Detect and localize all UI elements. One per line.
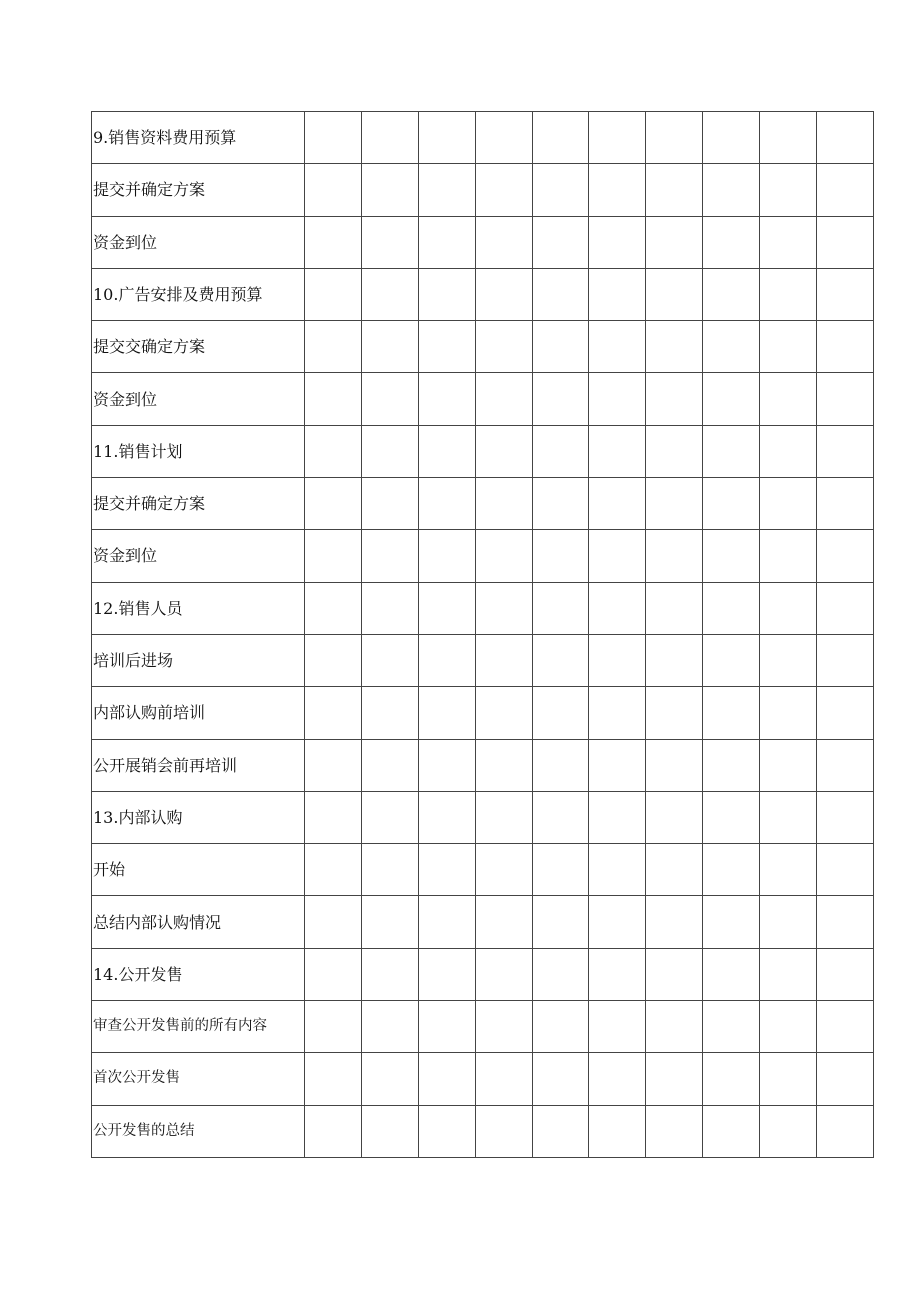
- task-label-cell: 资金到位: [92, 530, 305, 582]
- table-row: [92, 948, 874, 1000]
- table-row: [92, 112, 874, 164]
- task-label-cell: 13.内部认购: [92, 791, 305, 843]
- schedule-cell: [760, 268, 817, 320]
- table-row: [92, 844, 874, 896]
- schedule-cell: [475, 582, 532, 634]
- schedule-cell: [817, 478, 874, 530]
- schedule-cell: [305, 164, 362, 216]
- schedule-cell: [817, 634, 874, 686]
- schedule-cell: [817, 530, 874, 582]
- schedule-cell: [532, 530, 589, 582]
- task-label-cell: 14.公开发售: [92, 948, 305, 1000]
- table-row: [92, 739, 874, 791]
- schedule-cell: [475, 1105, 532, 1157]
- schedule-cell: [589, 478, 646, 530]
- schedule-cell: [305, 844, 362, 896]
- schedule-cell: [418, 791, 475, 843]
- schedule-cell: [532, 634, 589, 686]
- schedule-cell: [703, 634, 760, 686]
- schedule-cell: [589, 634, 646, 686]
- schedule-cell: [361, 634, 418, 686]
- schedule-cell: [418, 739, 475, 791]
- schedule-cell: [418, 634, 475, 686]
- schedule-cell: [760, 321, 817, 373]
- schedule-cell: [418, 687, 475, 739]
- task-label-cell: 公开展销会前再培训: [92, 739, 305, 791]
- schedule-cell: [703, 321, 760, 373]
- schedule-cell: [532, 112, 589, 164]
- schedule-cell: [418, 478, 475, 530]
- schedule-cell: [646, 425, 703, 477]
- schedule-cell: [760, 582, 817, 634]
- schedule-cell: [305, 1105, 362, 1157]
- schedule-cell: [760, 373, 817, 425]
- schedule-cell: [418, 948, 475, 1000]
- schedule-cell: [475, 216, 532, 268]
- schedule-cell: [703, 268, 760, 320]
- schedule-cell: [589, 1105, 646, 1157]
- schedule-cell: [703, 112, 760, 164]
- schedule-cell: [361, 582, 418, 634]
- schedule-cell: [305, 1001, 362, 1053]
- table-row: [92, 530, 874, 582]
- task-label-cell: 10.广告安排及费用预算: [92, 268, 305, 320]
- schedule-cell: [532, 164, 589, 216]
- schedule-cell: [305, 425, 362, 477]
- schedule-cell: [418, 1001, 475, 1053]
- schedule-cell: [646, 478, 703, 530]
- schedule-cell: [532, 1001, 589, 1053]
- schedule-cell: [418, 844, 475, 896]
- schedule-cell: [532, 425, 589, 477]
- schedule-cell: [361, 1001, 418, 1053]
- schedule-cell: [646, 1001, 703, 1053]
- schedule-cell: [589, 1001, 646, 1053]
- schedule-cell: [760, 739, 817, 791]
- task-label-cell: 培训后进场: [92, 634, 305, 686]
- task-label-cell: 内部认购前培训: [92, 687, 305, 739]
- schedule-cell: [361, 1105, 418, 1157]
- schedule-cell: [760, 1001, 817, 1053]
- schedule-cell: [532, 216, 589, 268]
- schedule-cell: [361, 112, 418, 164]
- schedule-cell: [589, 948, 646, 1000]
- schedule-cell: [418, 268, 475, 320]
- table-row: [92, 1105, 874, 1157]
- schedule-cell: [475, 164, 532, 216]
- table-row: [92, 373, 874, 425]
- schedule-cell: [817, 844, 874, 896]
- schedule-cell: [703, 687, 760, 739]
- schedule-cell: [305, 948, 362, 1000]
- schedule-cell: [760, 948, 817, 1000]
- schedule-cell: [532, 1053, 589, 1105]
- schedule-cell: [817, 373, 874, 425]
- schedule-cell: [418, 896, 475, 948]
- schedule-cell: [760, 687, 817, 739]
- task-label-cell: 资金到位: [92, 373, 305, 425]
- schedule-cell: [418, 321, 475, 373]
- table-row: [92, 791, 874, 843]
- schedule-cell: [532, 844, 589, 896]
- schedule-cell: [589, 373, 646, 425]
- schedule-cell: [532, 373, 589, 425]
- schedule-cell: [532, 896, 589, 948]
- schedule-cell: [305, 687, 362, 739]
- schedule-cell: [361, 164, 418, 216]
- schedule-cell: [817, 948, 874, 1000]
- schedule-cell: [475, 321, 532, 373]
- schedule-cell: [589, 844, 646, 896]
- task-label-cell: 提交并确定方案: [92, 478, 305, 530]
- schedule-cell: [817, 1053, 874, 1105]
- schedule-cell: [703, 1001, 760, 1053]
- schedule-cell: [532, 948, 589, 1000]
- task-label-cell: 审查公开发售前的所有内容: [92, 1001, 305, 1053]
- schedule-cell: [361, 844, 418, 896]
- schedule-cell: [646, 791, 703, 843]
- schedule-cell: [817, 216, 874, 268]
- schedule-cell: [418, 112, 475, 164]
- schedule-cell: [418, 530, 475, 582]
- schedule-cell: [760, 844, 817, 896]
- table-row: [92, 216, 874, 268]
- schedule-cell: [646, 216, 703, 268]
- table-row: [92, 687, 874, 739]
- schedule-cell: [361, 896, 418, 948]
- schedule-cell: [760, 164, 817, 216]
- schedule-cell: [703, 948, 760, 1000]
- schedule-cell: [305, 373, 362, 425]
- schedule-cell: [532, 321, 589, 373]
- schedule-cell: [589, 739, 646, 791]
- schedule-cell: [817, 425, 874, 477]
- schedule-cell: [418, 1053, 475, 1105]
- schedule-cell: [703, 1105, 760, 1157]
- schedule-cell: [646, 1105, 703, 1157]
- schedule-cell: [361, 321, 418, 373]
- table-row: [92, 1001, 874, 1053]
- schedule-cell: [646, 739, 703, 791]
- schedule-cell: [361, 791, 418, 843]
- schedule-cell: [646, 844, 703, 896]
- schedule-table: [91, 111, 874, 1158]
- schedule-cell: [817, 739, 874, 791]
- schedule-cell: [532, 687, 589, 739]
- table-row: [92, 582, 874, 634]
- schedule-cell: [703, 896, 760, 948]
- schedule-cell: [646, 896, 703, 948]
- schedule-cell: [532, 791, 589, 843]
- schedule-cell: [361, 1053, 418, 1105]
- schedule-cell: [646, 321, 703, 373]
- schedule-cell: [817, 896, 874, 948]
- schedule-cell: [305, 216, 362, 268]
- schedule-cell: [646, 164, 703, 216]
- schedule-cell: [817, 791, 874, 843]
- schedule-cell: [475, 844, 532, 896]
- schedule-cell: [305, 791, 362, 843]
- schedule-cell: [532, 478, 589, 530]
- schedule-cell: [475, 530, 532, 582]
- schedule-cell: [305, 1053, 362, 1105]
- schedule-cell: [646, 373, 703, 425]
- schedule-cell: [475, 791, 532, 843]
- schedule-cell: [817, 687, 874, 739]
- schedule-cell: [760, 1053, 817, 1105]
- schedule-cell: [418, 373, 475, 425]
- schedule-cell: [418, 164, 475, 216]
- task-label-cell: 公开发售的总结: [92, 1105, 305, 1157]
- schedule-cell: [532, 582, 589, 634]
- schedule-cell: [305, 268, 362, 320]
- schedule-cell: [646, 1053, 703, 1105]
- schedule-cell: [817, 1105, 874, 1157]
- task-label-cell: 提交交确定方案: [92, 321, 305, 373]
- table-row: [92, 896, 874, 948]
- schedule-cell: [703, 791, 760, 843]
- schedule-cell: [475, 896, 532, 948]
- schedule-cell: [646, 530, 703, 582]
- schedule-cell: [475, 268, 532, 320]
- schedule-cell: [532, 1105, 589, 1157]
- schedule-cell: [475, 1053, 532, 1105]
- schedule-cell: [760, 112, 817, 164]
- schedule-cell: [817, 321, 874, 373]
- schedule-cell: [589, 112, 646, 164]
- schedule-cell: [361, 739, 418, 791]
- schedule-cell: [361, 687, 418, 739]
- table-row: [92, 164, 874, 216]
- schedule-cell: [589, 216, 646, 268]
- schedule-cell: [305, 634, 362, 686]
- schedule-cell: [760, 634, 817, 686]
- schedule-cell: [305, 530, 362, 582]
- schedule-cell: [589, 268, 646, 320]
- schedule-cell: [589, 164, 646, 216]
- schedule-cell: [703, 844, 760, 896]
- schedule-cell: [305, 321, 362, 373]
- schedule-table-body: [92, 112, 874, 1158]
- schedule-cell: [361, 530, 418, 582]
- table-row: [92, 268, 874, 320]
- schedule-cell: [305, 582, 362, 634]
- schedule-cell: [703, 425, 760, 477]
- schedule-cell: [305, 478, 362, 530]
- schedule-cell: [703, 530, 760, 582]
- schedule-cell: [589, 321, 646, 373]
- schedule-cell: [361, 425, 418, 477]
- schedule-cell: [532, 268, 589, 320]
- schedule-cell: [418, 216, 475, 268]
- schedule-cell: [475, 634, 532, 686]
- schedule-cell: [475, 478, 532, 530]
- schedule-cell: [760, 216, 817, 268]
- schedule-cell: [475, 948, 532, 1000]
- schedule-cell: [703, 216, 760, 268]
- schedule-cell: [418, 1105, 475, 1157]
- schedule-cell: [305, 112, 362, 164]
- schedule-cell: [418, 582, 475, 634]
- schedule-cell: [475, 112, 532, 164]
- task-label-cell: 11.销售计划: [92, 425, 305, 477]
- schedule-cell: [760, 478, 817, 530]
- schedule-cell: [760, 1105, 817, 1157]
- schedule-cell: [361, 216, 418, 268]
- schedule-cell: [532, 739, 589, 791]
- schedule-cell: [418, 425, 475, 477]
- schedule-cell: [646, 268, 703, 320]
- schedule-cell: [817, 164, 874, 216]
- schedule-cell: [589, 530, 646, 582]
- schedule-cell: [361, 948, 418, 1000]
- task-label-cell: 开始: [92, 844, 305, 896]
- schedule-cell: [589, 896, 646, 948]
- task-label-cell: 12.销售人员: [92, 582, 305, 634]
- schedule-cell: [646, 112, 703, 164]
- schedule-cell: [475, 425, 532, 477]
- schedule-cell: [646, 634, 703, 686]
- schedule-cell: [305, 739, 362, 791]
- schedule-cell: [703, 1053, 760, 1105]
- task-label-cell: 9.销售资料费用预算: [92, 112, 305, 164]
- schedule-cell: [703, 373, 760, 425]
- schedule-cell: [475, 1001, 532, 1053]
- task-label-cell: 首次公开发售: [92, 1053, 305, 1105]
- schedule-cell: [646, 582, 703, 634]
- schedule-cell: [703, 582, 760, 634]
- table-row: [92, 1053, 874, 1105]
- schedule-cell: [760, 791, 817, 843]
- task-label-cell: 资金到位: [92, 216, 305, 268]
- schedule-cell: [589, 791, 646, 843]
- schedule-cell: [703, 739, 760, 791]
- schedule-cell: [589, 582, 646, 634]
- schedule-cell: [361, 373, 418, 425]
- schedule-cell: [589, 425, 646, 477]
- schedule-cell: [817, 1001, 874, 1053]
- schedule-cell: [760, 896, 817, 948]
- schedule-cell: [760, 425, 817, 477]
- task-label-cell: 总结内部认购情况: [92, 896, 305, 948]
- table-row: [92, 478, 874, 530]
- schedule-cell: [475, 687, 532, 739]
- schedule-cell: [475, 373, 532, 425]
- schedule-cell: [646, 687, 703, 739]
- schedule-cell: [589, 1053, 646, 1105]
- schedule-cell: [305, 896, 362, 948]
- schedule-cell: [475, 739, 532, 791]
- schedule-cell: [589, 687, 646, 739]
- table-row: [92, 321, 874, 373]
- task-label-cell: 提交并确定方案: [92, 164, 305, 216]
- schedule-cell: [703, 478, 760, 530]
- schedule-cell: [703, 164, 760, 216]
- schedule-cell: [817, 582, 874, 634]
- schedule-cell: [817, 268, 874, 320]
- schedule-cell: [760, 530, 817, 582]
- schedule-cell: [646, 948, 703, 1000]
- table-row: [92, 634, 874, 686]
- schedule-cell: [361, 268, 418, 320]
- table-row: [92, 425, 874, 477]
- schedule-cell: [361, 478, 418, 530]
- schedule-cell: [817, 112, 874, 164]
